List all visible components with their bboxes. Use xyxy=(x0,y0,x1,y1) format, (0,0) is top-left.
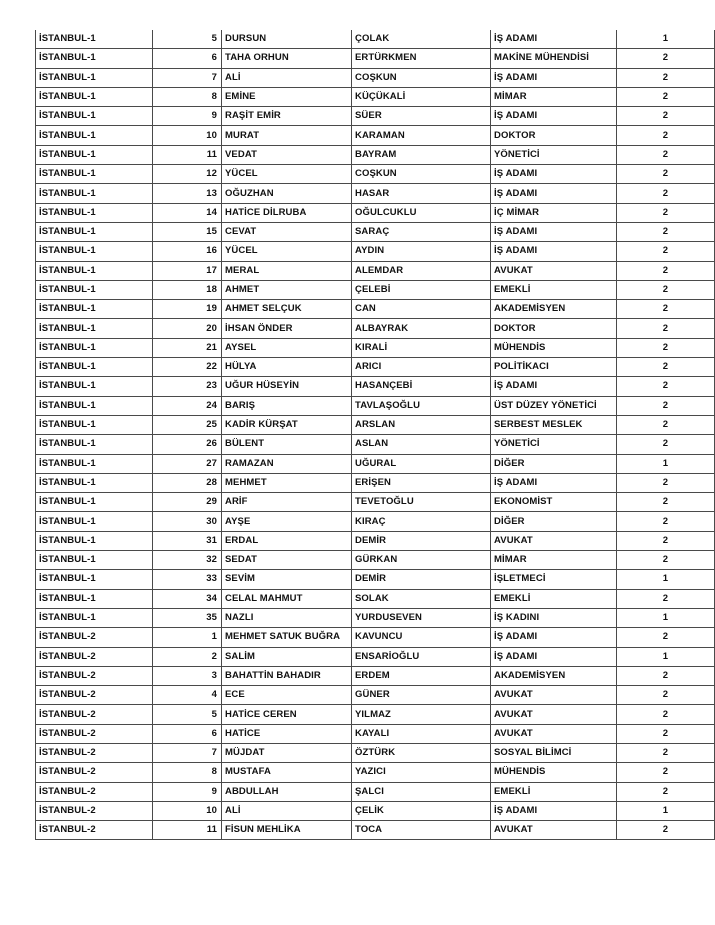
last-name-cell: ALBAYRAK xyxy=(352,319,491,338)
table-row xyxy=(36,782,715,801)
last-name-cell: CAN xyxy=(352,300,491,319)
rank-cell: 21 xyxy=(153,338,222,357)
first-name-cell: ABDULLAH xyxy=(222,782,352,801)
rank-cell: 6 xyxy=(153,49,222,68)
last-name-cell: OĞULCUKLU xyxy=(352,203,491,222)
rank-cell: 6 xyxy=(153,724,222,743)
last-name-cell: TOCA xyxy=(352,821,491,840)
occupation-cell: AKADEMİSYEN xyxy=(491,300,617,319)
table-row xyxy=(36,126,715,145)
rank-cell: 18 xyxy=(153,280,222,299)
district-cell: İSTANBUL-1 xyxy=(36,300,153,319)
occupation-cell: EMEKLİ xyxy=(491,280,617,299)
occupation-cell: İŞ ADAMI xyxy=(491,647,617,666)
table-row xyxy=(36,145,715,164)
last-name-cell: SARAÇ xyxy=(352,222,491,241)
first-name-cell: BARIŞ xyxy=(222,396,352,415)
district-cell: İSTANBUL-1 xyxy=(36,531,153,550)
occupation-cell: İŞ ADAMI xyxy=(491,242,617,261)
occupation-cell: AVUKAT xyxy=(491,705,617,724)
district-cell: İSTANBUL-1 xyxy=(36,68,153,87)
table-row xyxy=(36,512,715,531)
code-cell: 2 xyxy=(617,203,715,222)
rank-cell: 2 xyxy=(153,647,222,666)
district-cell: İSTANBUL-1 xyxy=(36,165,153,184)
occupation-cell: İŞ ADAMI xyxy=(491,30,617,49)
district-cell: İSTANBUL-1 xyxy=(36,203,153,222)
table-row xyxy=(36,454,715,473)
code-cell: 2 xyxy=(617,107,715,126)
last-name-cell: YURDUSEVEN xyxy=(352,608,491,627)
first-name-cell: MEHMET SATUK BUĞRA xyxy=(222,628,352,647)
district-cell: İSTANBUL-1 xyxy=(36,107,153,126)
code-cell: 1 xyxy=(617,570,715,589)
district-cell: İSTANBUL-1 xyxy=(36,608,153,627)
first-name-cell: RAŞİT EMİR xyxy=(222,107,352,126)
table-row xyxy=(36,49,715,68)
code-cell: 2 xyxy=(617,377,715,396)
last-name-cell: ERDEM xyxy=(352,666,491,685)
table-row xyxy=(36,107,715,126)
district-cell: İSTANBUL-2 xyxy=(36,724,153,743)
first-name-cell: HATİCE xyxy=(222,724,352,743)
code-cell: 2 xyxy=(617,319,715,338)
district-cell: İSTANBUL-1 xyxy=(36,87,153,106)
district-cell: İSTANBUL-1 xyxy=(36,145,153,164)
last-name-cell: ARSLAN xyxy=(352,415,491,434)
code-cell: 1 xyxy=(617,454,715,473)
occupation-cell: AVUKAT xyxy=(491,686,617,705)
first-name-cell: AHMET xyxy=(222,280,352,299)
occupation-cell: MÜHENDİS xyxy=(491,338,617,357)
rank-cell: 3 xyxy=(153,666,222,685)
district-cell: İSTANBUL-1 xyxy=(36,126,153,145)
last-name-cell: COŞKUN xyxy=(352,68,491,87)
district-cell: İSTANBUL-2 xyxy=(36,743,153,762)
district-cell: İSTANBUL-1 xyxy=(36,358,153,377)
occupation-cell: AVUKAT xyxy=(491,261,617,280)
rank-cell: 10 xyxy=(153,801,222,820)
district-cell: İSTANBUL-1 xyxy=(36,242,153,261)
code-cell: 2 xyxy=(617,782,715,801)
last-name-cell: ALEMDAR xyxy=(352,261,491,280)
first-name-cell: MERAL xyxy=(222,261,352,280)
occupation-cell: İŞ ADAMI xyxy=(491,222,617,241)
code-cell: 2 xyxy=(617,126,715,145)
first-name-cell: SEDAT xyxy=(222,551,352,570)
code-cell: 2 xyxy=(617,184,715,203)
last-name-cell: ASLAN xyxy=(352,435,491,454)
rank-cell: 33 xyxy=(153,570,222,589)
candidate-list-sheet xyxy=(35,30,682,840)
table-row xyxy=(36,647,715,666)
table-row xyxy=(36,551,715,570)
occupation-cell: İŞ KADINI xyxy=(491,608,617,627)
occupation-cell: SOSYAL BİLİMCİ xyxy=(491,743,617,762)
code-cell: 2 xyxy=(617,145,715,164)
last-name-cell: TAVLAŞOĞLU xyxy=(352,396,491,415)
district-cell: İSTANBUL-1 xyxy=(36,589,153,608)
first-name-cell: MURAT xyxy=(222,126,352,145)
occupation-cell: ÜST DÜZEY YÖNETİCİ xyxy=(491,396,617,415)
table-row xyxy=(36,165,715,184)
occupation-cell: EMEKLİ xyxy=(491,782,617,801)
occupation-cell: POLİTİKACI xyxy=(491,358,617,377)
rank-cell: 10 xyxy=(153,126,222,145)
code-cell: 2 xyxy=(617,338,715,357)
table-row xyxy=(36,338,715,357)
first-name-cell: SALİM xyxy=(222,647,352,666)
rank-cell: 30 xyxy=(153,512,222,531)
last-name-cell: ŞALCI xyxy=(352,782,491,801)
rank-cell: 19 xyxy=(153,300,222,319)
rank-cell: 17 xyxy=(153,261,222,280)
occupation-cell: İŞLETMECİ xyxy=(491,570,617,589)
code-cell: 2 xyxy=(617,686,715,705)
rank-cell: 12 xyxy=(153,165,222,184)
table-row xyxy=(36,30,715,49)
code-cell: 2 xyxy=(617,743,715,762)
table-row xyxy=(36,473,715,492)
occupation-cell: İŞ ADAMI xyxy=(491,68,617,87)
occupation-cell: EMEKLİ xyxy=(491,589,617,608)
candidate-table xyxy=(35,30,715,840)
code-cell: 2 xyxy=(617,165,715,184)
rank-cell: 14 xyxy=(153,203,222,222)
rank-cell: 22 xyxy=(153,358,222,377)
rank-cell: 35 xyxy=(153,608,222,627)
code-cell: 2 xyxy=(617,435,715,454)
occupation-cell: AKADEMİSYEN xyxy=(491,666,617,685)
occupation-cell: İÇ MİMAR xyxy=(491,203,617,222)
rank-cell: 13 xyxy=(153,184,222,203)
occupation-cell: DİĞER xyxy=(491,454,617,473)
district-cell: İSTANBUL-2 xyxy=(36,801,153,820)
table-row xyxy=(36,435,715,454)
first-name-cell: CEVAT xyxy=(222,222,352,241)
occupation-cell: AVUKAT xyxy=(491,821,617,840)
first-name-cell: VEDAT xyxy=(222,145,352,164)
occupation-cell: EKONOMİST xyxy=(491,493,617,512)
code-cell: 2 xyxy=(617,531,715,550)
district-cell: İSTANBUL-1 xyxy=(36,30,153,49)
code-cell: 2 xyxy=(617,87,715,106)
first-name-cell: YÜCEL xyxy=(222,242,352,261)
last-name-cell: GÜRKAN xyxy=(352,551,491,570)
first-name-cell: HÜLYA xyxy=(222,358,352,377)
table-row xyxy=(36,184,715,203)
first-name-cell: EMİNE xyxy=(222,87,352,106)
last-name-cell: ERİŞEN xyxy=(352,473,491,492)
occupation-cell: AVUKAT xyxy=(491,531,617,550)
table-row xyxy=(36,589,715,608)
table-row xyxy=(36,724,715,743)
first-name-cell: ALİ xyxy=(222,68,352,87)
last-name-cell: DEMİR xyxy=(352,570,491,589)
district-cell: İSTANBUL-2 xyxy=(36,647,153,666)
rank-cell: 5 xyxy=(153,705,222,724)
first-name-cell: AYŞE xyxy=(222,512,352,531)
first-name-cell: YÜCEL xyxy=(222,165,352,184)
last-name-cell: ARICI xyxy=(352,358,491,377)
first-name-cell: ECE xyxy=(222,686,352,705)
table-row xyxy=(36,628,715,647)
code-cell: 2 xyxy=(617,415,715,434)
code-cell: 2 xyxy=(617,551,715,570)
first-name-cell: ARİF xyxy=(222,493,352,512)
rank-cell: 23 xyxy=(153,377,222,396)
table-row xyxy=(36,396,715,415)
code-cell: 2 xyxy=(617,705,715,724)
district-cell: İSTANBUL-1 xyxy=(36,377,153,396)
occupation-cell: İŞ ADAMI xyxy=(491,628,617,647)
district-cell: İSTANBUL-2 xyxy=(36,686,153,705)
district-cell: İSTANBUL-2 xyxy=(36,821,153,840)
rank-cell: 34 xyxy=(153,589,222,608)
occupation-cell: MİMAR xyxy=(491,87,617,106)
first-name-cell: RAMAZAN xyxy=(222,454,352,473)
district-cell: İSTANBUL-2 xyxy=(36,782,153,801)
rank-cell: 1 xyxy=(153,628,222,647)
first-name-cell: OĞUZHAN xyxy=(222,184,352,203)
code-cell: 2 xyxy=(617,666,715,685)
last-name-cell: UĞURAL xyxy=(352,454,491,473)
rank-cell: 26 xyxy=(153,435,222,454)
code-cell: 2 xyxy=(617,300,715,319)
rank-cell: 28 xyxy=(153,473,222,492)
last-name-cell: TEVETOĞLU xyxy=(352,493,491,512)
district-cell: İSTANBUL-1 xyxy=(36,493,153,512)
table-row xyxy=(36,801,715,820)
rank-cell: 11 xyxy=(153,821,222,840)
last-name-cell: KÜÇÜKALİ xyxy=(352,87,491,106)
last-name-cell: HASANÇEBİ xyxy=(352,377,491,396)
rank-cell: 27 xyxy=(153,454,222,473)
occupation-cell: MİMAR xyxy=(491,551,617,570)
table-row xyxy=(36,666,715,685)
occupation-cell: DOKTOR xyxy=(491,126,617,145)
code-cell: 1 xyxy=(617,801,715,820)
occupation-cell: AVUKAT xyxy=(491,724,617,743)
rank-cell: 8 xyxy=(153,763,222,782)
last-name-cell: ÇELİK xyxy=(352,801,491,820)
rank-cell: 8 xyxy=(153,87,222,106)
table-row xyxy=(36,87,715,106)
first-name-cell: FİSUN MEHLİKA xyxy=(222,821,352,840)
code-cell: 1 xyxy=(617,608,715,627)
occupation-cell: İŞ ADAMI xyxy=(491,184,617,203)
last-name-cell: SÜER xyxy=(352,107,491,126)
last-name-cell: ÖZTÜRK xyxy=(352,743,491,762)
table-row xyxy=(36,203,715,222)
table-row xyxy=(36,377,715,396)
table-row xyxy=(36,686,715,705)
occupation-cell: MAKİNE MÜHENDİSİ xyxy=(491,49,617,68)
table-row xyxy=(36,705,715,724)
district-cell: İSTANBUL-1 xyxy=(36,184,153,203)
first-name-cell: NAZLI xyxy=(222,608,352,627)
last-name-cell: ÇELEBİ xyxy=(352,280,491,299)
code-cell: 2 xyxy=(617,222,715,241)
last-name-cell: KARAMAN xyxy=(352,126,491,145)
rank-cell: 15 xyxy=(153,222,222,241)
rank-cell: 29 xyxy=(153,493,222,512)
last-name-cell: HASAR xyxy=(352,184,491,203)
occupation-cell: DOKTOR xyxy=(491,319,617,338)
code-cell: 2 xyxy=(617,493,715,512)
code-cell: 2 xyxy=(617,821,715,840)
first-name-cell: BAHATTİN BAHADIR xyxy=(222,666,352,685)
code-cell: 2 xyxy=(617,242,715,261)
district-cell: İSTANBUL-1 xyxy=(36,280,153,299)
occupation-cell: İŞ ADAMI xyxy=(491,801,617,820)
district-cell: İSTANBUL-1 xyxy=(36,261,153,280)
first-name-cell: İHSAN ÖNDER xyxy=(222,319,352,338)
first-name-cell: AHMET SELÇUK xyxy=(222,300,352,319)
occupation-cell: YÖNETİCİ xyxy=(491,145,617,164)
code-cell: 2 xyxy=(617,763,715,782)
first-name-cell: HATİCE DİLRUBA xyxy=(222,203,352,222)
district-cell: İSTANBUL-1 xyxy=(36,49,153,68)
last-name-cell: KIRAÇ xyxy=(352,512,491,531)
last-name-cell: GÜNER xyxy=(352,686,491,705)
rank-cell: 32 xyxy=(153,551,222,570)
table-row xyxy=(36,608,715,627)
code-cell: 2 xyxy=(617,628,715,647)
table-row xyxy=(36,280,715,299)
table-row xyxy=(36,261,715,280)
code-cell: 2 xyxy=(617,358,715,377)
district-cell: İSTANBUL-1 xyxy=(36,222,153,241)
district-cell: İSTANBUL-2 xyxy=(36,705,153,724)
first-name-cell: CELAL MAHMUT xyxy=(222,589,352,608)
first-name-cell: SEVİM xyxy=(222,570,352,589)
last-name-cell: COŞKUN xyxy=(352,165,491,184)
first-name-cell: ERDAL xyxy=(222,531,352,550)
last-name-cell: KAYALI xyxy=(352,724,491,743)
table-row xyxy=(36,300,715,319)
first-name-cell: HATİCE CEREN xyxy=(222,705,352,724)
rank-cell: 7 xyxy=(153,68,222,87)
rank-cell: 9 xyxy=(153,782,222,801)
district-cell: İSTANBUL-1 xyxy=(36,435,153,454)
code-cell: 1 xyxy=(617,30,715,49)
table-row xyxy=(36,319,715,338)
first-name-cell: BÜLENT xyxy=(222,435,352,454)
table-row xyxy=(36,358,715,377)
table-row xyxy=(36,493,715,512)
rank-cell: 9 xyxy=(153,107,222,126)
district-cell: İSTANBUL-1 xyxy=(36,570,153,589)
code-cell: 2 xyxy=(617,49,715,68)
table-row xyxy=(36,570,715,589)
rank-cell: 31 xyxy=(153,531,222,550)
code-cell: 2 xyxy=(617,724,715,743)
rank-cell: 25 xyxy=(153,415,222,434)
code-cell: 2 xyxy=(617,473,715,492)
district-cell: İSTANBUL-1 xyxy=(36,396,153,415)
first-name-cell: MUSTAFA xyxy=(222,763,352,782)
first-name-cell: KADİR KÜRŞAT xyxy=(222,415,352,434)
code-cell: 1 xyxy=(617,647,715,666)
rank-cell: 4 xyxy=(153,686,222,705)
first-name-cell: UĞUR HÜSEYİN xyxy=(222,377,352,396)
last-name-cell: AYDIN xyxy=(352,242,491,261)
district-cell: İSTANBUL-2 xyxy=(36,628,153,647)
rank-cell: 20 xyxy=(153,319,222,338)
occupation-cell: İŞ ADAMI xyxy=(491,165,617,184)
rank-cell: 5 xyxy=(153,30,222,49)
last-name-cell: SOLAK xyxy=(352,589,491,608)
last-name-cell: ENSARİOĞLU xyxy=(352,647,491,666)
first-name-cell: MÜJDAT xyxy=(222,743,352,762)
last-name-cell: KAVUNCU xyxy=(352,628,491,647)
rank-cell: 11 xyxy=(153,145,222,164)
code-cell: 2 xyxy=(617,280,715,299)
district-cell: İSTANBUL-2 xyxy=(36,666,153,685)
table-row xyxy=(36,821,715,840)
table-row xyxy=(36,222,715,241)
table-row xyxy=(36,763,715,782)
code-cell: 2 xyxy=(617,68,715,87)
table-row xyxy=(36,242,715,261)
occupation-cell: İŞ ADAMI xyxy=(491,107,617,126)
first-name-cell: ALİ xyxy=(222,801,352,820)
occupation-cell: SERBEST MESLEK xyxy=(491,415,617,434)
first-name-cell: DURSUN xyxy=(222,30,352,49)
rank-cell: 16 xyxy=(153,242,222,261)
occupation-cell: İŞ ADAMI xyxy=(491,473,617,492)
district-cell: İSTANBUL-1 xyxy=(36,319,153,338)
district-cell: İSTANBUL-1 xyxy=(36,512,153,531)
table-row xyxy=(36,743,715,762)
occupation-cell: YÖNETİCİ xyxy=(491,435,617,454)
table-row xyxy=(36,415,715,434)
code-cell: 2 xyxy=(617,396,715,415)
last-name-cell: DEMİR xyxy=(352,531,491,550)
last-name-cell: YILMAZ xyxy=(352,705,491,724)
last-name-cell: ÇOLAK xyxy=(352,30,491,49)
occupation-cell: DİĞER xyxy=(491,512,617,531)
district-cell: İSTANBUL-1 xyxy=(36,454,153,473)
rank-cell: 24 xyxy=(153,396,222,415)
district-cell: İSTANBUL-1 xyxy=(36,551,153,570)
district-cell: İSTANBUL-1 xyxy=(36,415,153,434)
last-name-cell: ERTÜRKMEN xyxy=(352,49,491,68)
occupation-cell: İŞ ADAMI xyxy=(491,377,617,396)
last-name-cell: YAZICI xyxy=(352,763,491,782)
first-name-cell: TAHA ORHUN xyxy=(222,49,352,68)
rank-cell: 7 xyxy=(153,743,222,762)
code-cell: 2 xyxy=(617,512,715,531)
occupation-cell: MÜHENDİS xyxy=(491,763,617,782)
district-cell: İSTANBUL-1 xyxy=(36,473,153,492)
table-row xyxy=(36,531,715,550)
first-name-cell: AYSEL xyxy=(222,338,352,357)
table-row xyxy=(36,68,715,87)
code-cell: 2 xyxy=(617,261,715,280)
last-name-cell: KIRALİ xyxy=(352,338,491,357)
district-cell: İSTANBUL-1 xyxy=(36,338,153,357)
last-name-cell: BAYRAM xyxy=(352,145,491,164)
code-cell: 2 xyxy=(617,589,715,608)
first-name-cell: MEHMET xyxy=(222,473,352,492)
district-cell: İSTANBUL-2 xyxy=(36,763,153,782)
